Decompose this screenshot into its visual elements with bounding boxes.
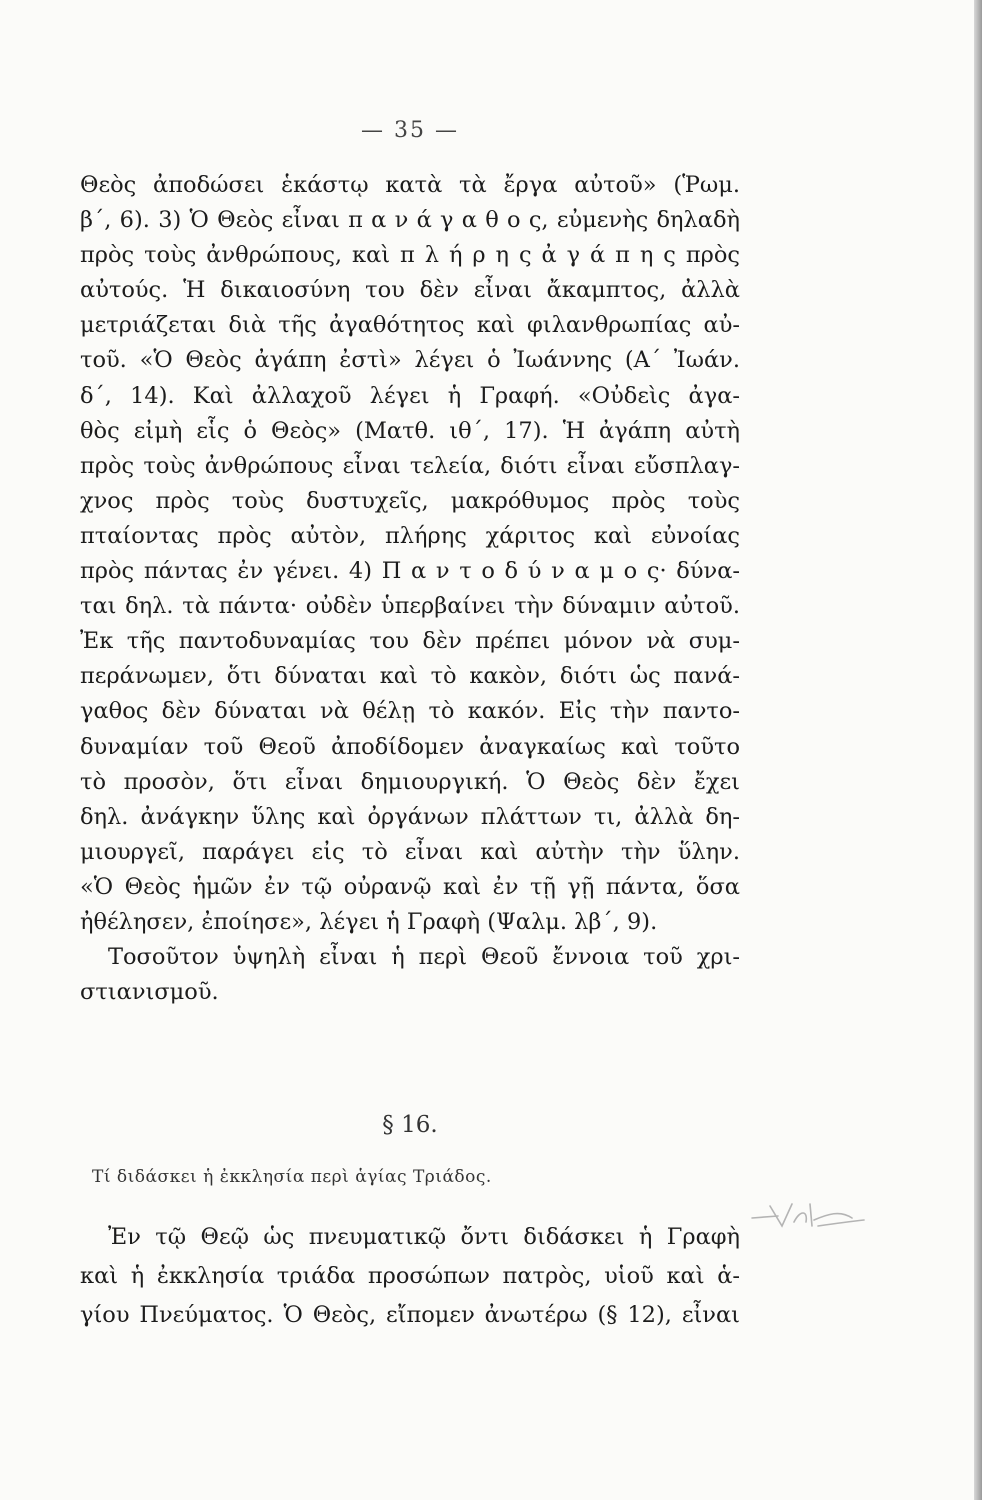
text-line: πρὸς πάντας ἐν γένει. 4) Π α ν τ ο δ ύ ν α μ ο ς· δύνα- bbox=[80, 558, 740, 585]
text-line: γαθος δὲν δύναται νὰ θέλῃ τὸ κακόν. Εἰς τὴν παντο- bbox=[80, 698, 740, 725]
text-line: ἠθέλησεν, ἐποίησε», λέγει ἡ Γραφὴ (Ψαλμ. λβ΄, 9). bbox=[80, 908, 658, 935]
text-line: β΄, 6). 3) Ὁ Θεὸς εἶναι π α ν ά γ α θ ο ς, εὐμενὴς δηλαδὴ bbox=[80, 207, 740, 234]
text-line: τὸ προσὸν, ὅτι εἶναι δημιουργική. Ὁ Θεὸς δὲν ἔχει bbox=[80, 768, 740, 795]
page-edge-shadow bbox=[974, 0, 982, 1500]
text-line: δηλ. ἀνάγκην ὕλης καὶ ὀργάνων πλάττων τι, ἀλλὰ δη- bbox=[80, 803, 740, 830]
text-line: αὐτούς. Ἡ δικαιοσύνη του δὲν εἶναι ἄκαμπτος, ἀλλὰ bbox=[80, 277, 740, 304]
text-line: Ἐκ τῆς παντοδυναμίας του δὲν πρέπει μόνον νὰ συμ- bbox=[80, 628, 740, 655]
text-line: δ΄, 14). Καὶ ἀλλαχοῦ λέγει ἡ Γραφή. «Οὐδεὶς ἀγα- bbox=[80, 382, 740, 409]
section-text-block bbox=[80, 1218, 740, 1335]
text-line: καὶ ἡ ἐκκλησία τριάδα προσώπων πατρὸς, υἱοῦ καὶ ἁ- bbox=[80, 1263, 740, 1289]
section-subheading: Τί διδάσκει ἡ ἐκκλησία περὶ ἁγίας Τριάδος. bbox=[92, 1167, 492, 1187]
text-line: Θεὸς ἀποδώσει ἑκάστῳ κατὰ τὰ ἔργα αὐτοῦ» (Ῥωμ. bbox=[80, 172, 740, 198]
text-line: θὸς εἰμὴ εἷς ὁ Θεὸς» (Ματθ. ιθ΄, 17). Ἡ ἀγάπη αὐτὴ bbox=[80, 417, 740, 444]
text-line: γίου Πνεύματος. Ὁ Θεὸς, εἴπομεν ἀνωτέρω (§ 12), εἶναι bbox=[80, 1302, 740, 1328]
text-line: «Ὁ Θεὸς ἡμῶν ἐν τῷ οὐρανῷ καὶ ἐν τῇ γῇ πάντα, ὅσα bbox=[80, 873, 740, 900]
text-line: τοῦ. «Ὁ Θεὸς ἀγάπη ἐστὶ» λέγει ὁ Ἰωάννης (Α΄ Ἰωάν. bbox=[80, 347, 740, 374]
text-line: Τοσοῦτον ὑψηλὴ εἶναι ἡ περὶ Θεοῦ ἔννοια τοῦ χρι- bbox=[108, 944, 740, 971]
pencil-scribble-icon bbox=[748, 1196, 868, 1236]
text-line: πρὸς τοὺς ἀνθρώπους εἶναι τελεία, διότι εἶναι εὔσπλαγ- bbox=[80, 452, 740, 479]
text-line: μετριάζεται διὰ τῆς ἀγαθότητος καὶ φιλανθρωπίας αὐ- bbox=[80, 312, 740, 339]
section-number: § 16. bbox=[382, 1112, 438, 1138]
text-line: χνος πρὸς τοὺς δυστυχεῖς, μακρόθυμος πρὸς τοὺς bbox=[80, 487, 740, 514]
text-line: Ἐν τῷ Θεῷ ὡς πνευματικῷ ὄντι διδάσκει ἡ Γραφὴ bbox=[108, 1224, 740, 1250]
text-line: περάνωμεν, ὅτι δύναται καὶ τὸ κακὸν, διότι ὡς πανά- bbox=[80, 663, 740, 690]
page-number: — 35 — bbox=[361, 118, 459, 143]
text-line: πρὸς τοὺς ἀνθρώπους, καὶ π λ ή ρ η ς ἀ γ ά π η ς πρὸς bbox=[80, 242, 740, 269]
text-line: ται δηλ. τὰ πάντα· οὐδὲν ὑπερβαίνει τὴν δύναμιν αὐτοῦ. bbox=[80, 593, 740, 620]
text-line: δυναμίαν τοῦ Θεοῦ ἀποδίδομεν ἀναγκαίως καὶ τοῦτο bbox=[80, 733, 740, 760]
text-line: στιανισμοῦ. bbox=[80, 979, 219, 1006]
text-line: πταίοντας πρὸς αὐτὸν, πλήρης χάριτος καὶ εὐνοίας bbox=[80, 522, 740, 549]
main-text-block bbox=[80, 168, 740, 1010]
text-line: μιουργεῖ, παράγει εἰς τὸ εἶναι καὶ αὐτὴν τὴν ὕλην. bbox=[80, 838, 740, 865]
